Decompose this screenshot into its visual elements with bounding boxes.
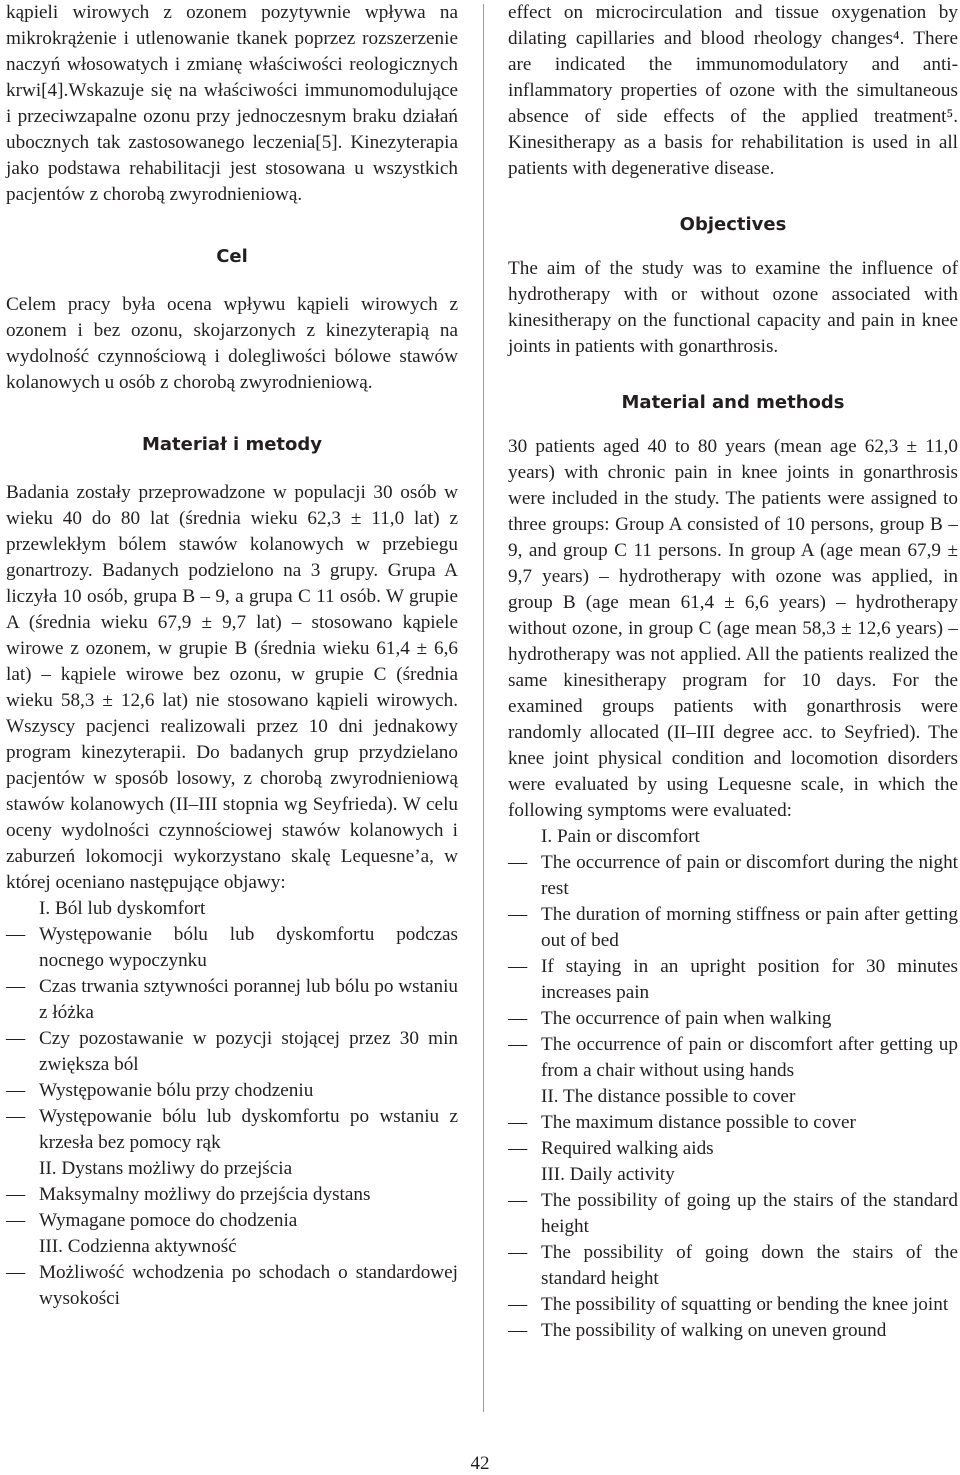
list-item: — The possibility of going up the stairs of the standard height <box>508 1188 958 1240</box>
list-item: — Występowanie bólu przy chodzeniu <box>6 1078 458 1104</box>
page-number: 42 <box>470 1453 490 1474</box>
section-heading-objectives-en: Objectives <box>679 214 787 235</box>
list-item: — Występowanie bólu lub dyskomfortu podczas nocnego wypoczynku <box>6 922 458 974</box>
list-item: — The occurrence of pain or discomfort after getting up from a chair without using hands <box>508 1032 958 1084</box>
list-item: II. The distance possible to cover <box>541 1086 796 1107</box>
list-item: — Required walking aids <box>508 1136 958 1162</box>
objectives-paragraph-en: The aim of the study was to examine the influence of hydrotherapy with or without ozone associated with kinesitherapy on the functional capacity and pain in knee joints in patients with gonarthrosis. <box>508 258 958 357</box>
lequesne-list-pl <box>6 896 458 1312</box>
list-item: — Występowanie bólu lub dyskomfortu po wstaniu z krzesła bez pomocy rąk <box>6 1104 458 1156</box>
methods-paragraph-pl: Badania zostały przeprowadzone w populacji 30 osób w wieku 40 do 80 lat (średnia wieku 62,3 ± 11,0 lat) z przewlekłym bólem stawów kolanowych w przebiegu gonartrozy. Badanych podzielono na 3 grupy. Grupa A liczyła 10 osób, grupa B – 9, a grupa C 11 osób. W grupie A (średnia wieku 67,9 ± 9,7 lat) – stosowano kąpiele wirowe z ozonem, w grupie B (średnia wieku 61,4 ± 6,6 lat) – kąpiele wirowe bez ozonu, w grupie C (średnia wieku 58,3 ± 12,6 lat) nie stosowano kąpieli wirowych. Wszyscy pacjenci realizowali przez 10 dni jednakowy program kinezyterapii. Do badanych grup przydzielano pacjentów w sposób losowy, z chorobą zwyrodnieniową stawów kolanowych (II–III stopnia wg Seyfrieda). W celu oceny wydolności czynnościowej stawów kolanowych i zaburzeń lokomocji wykorzystano skalę Lequesne’a, w której oceniano następujące objawy: <box>6 482 458 893</box>
list-item: — The maximum distance possible to cover <box>508 1110 958 1136</box>
aim-paragraph-pl: Celem pracy była ocena wpływu kąpieli wirowych z ozonem i bez ozonu, skojarzonych z kinezyterapią na wydolność czynnościową i dolegliwości bólowe stawów kolanowych u osób z chorobą zwyrodnieniową. <box>6 294 458 393</box>
list-item: — The possibility of walking on uneven ground <box>508 1318 958 1344</box>
list-item: — The duration of morning stiffness or pain after getting out of bed <box>508 902 958 954</box>
list-item: I. Pain or discomfort <box>541 826 700 847</box>
left-column-polish <box>6 0 458 1312</box>
list-item: III. Codzienna aktywność <box>39 1236 237 1257</box>
list-item: — Maksymalny możliwy do przejścia dystans <box>6 1182 458 1208</box>
list-item: — If staying in an upright position for 30 minutes increases pain <box>508 954 958 1006</box>
list-item: — The possibility of going down the stairs of the standard height <box>508 1240 958 1292</box>
list-item: I. Ból lub dyskomfort <box>39 898 206 919</box>
list-item: — The occurrence of pain when walking <box>508 1006 958 1032</box>
lequesne-list-en <box>508 824 958 1344</box>
methods-paragraph-en: 30 patients aged 40 to 80 years (mean age 62,3 ± 11,0 years) with chronic pain in knee joints in gonarthrosis were included in the study. The patients were assigned to three groups: Group A consisted of 10 persons, group B – 9, and group C 11 persons. In group A (age mean 67,9 ± 9,7 years) – hydrotherapy with ozone was applied, in group B (age mean 61,4 ± 6,6 years) – hydrotherapy without ozone, in group C (age mean 58,3 ± 12,6 years) – hydrotherapy was not applied. All the patients realized the same kinesitherapy program for 10 days. For the examined groups patients with gonarthrosis were randomly allocated (II–III degree acc. to Seyfried). The knee joint physical condition and locomotion disorders were evaluated by using Lequesne scale, in which the following symptoms were evaluated: <box>508 436 958 821</box>
list-item: — Możliwość wchodzenia po schodach o standardowej wysokości <box>6 1260 458 1312</box>
intro-paragraph-en: effect on microcirculation and tissue oxygenation by dilating capillaries and blood rheology changes⁴. There are indicated the immunomodulatory and anti-inflammatory properties of ozone with the simultaneous absence of side effects of the applied treatment⁵. Kinesitherapy as a basis for rehabilitation is used in all patients with degenerative disease. <box>508 2 958 179</box>
column-divider <box>483 4 484 1412</box>
list-item: — Czas trwania sztywności porannej lub bólu po wstaniu z łóżka <box>6 974 458 1026</box>
section-heading-methods-en: Material and methods <box>621 392 845 413</box>
list-item: — Wymagane pomoce do chodzenia <box>6 1208 458 1234</box>
list-item: — The occurrence of pain or discomfort during the night rest <box>508 850 958 902</box>
list-item: — Czy pozostawanie w pozycji stojącej przez 30 min zwiększa ból <box>6 1026 458 1078</box>
section-heading-aim-pl: Cel <box>216 246 248 267</box>
list-item: III. Daily activity <box>541 1164 675 1185</box>
list-item: — The possibility of squatting or bending the knee joint <box>508 1292 958 1318</box>
right-column-english <box>508 0 958 1344</box>
section-heading-methods-pl: Materiał i metody <box>142 434 322 455</box>
list-item: II. Dystans możliwy do przejścia <box>39 1158 293 1179</box>
intro-paragraph-pl: kąpieli wirowych z ozonem pozytywnie wpływa na mikrokrążenie i utlenowanie tkanek poprzez rozszerzenie naczyń włosowatych i zmianę właściwości reologicznych krwi[4].Wskazuje się na właściwości immunomodulujące i przeciwzapalne ozonu przy jednoczesnym braku działań ubocznych tak zastosowanego leczenia[5]. Kinezyterapia jako podstawa rehabilitacji jest stosowana u wszystkich pacjentów z chorobą zwyrodnieniową. <box>6 2 458 205</box>
